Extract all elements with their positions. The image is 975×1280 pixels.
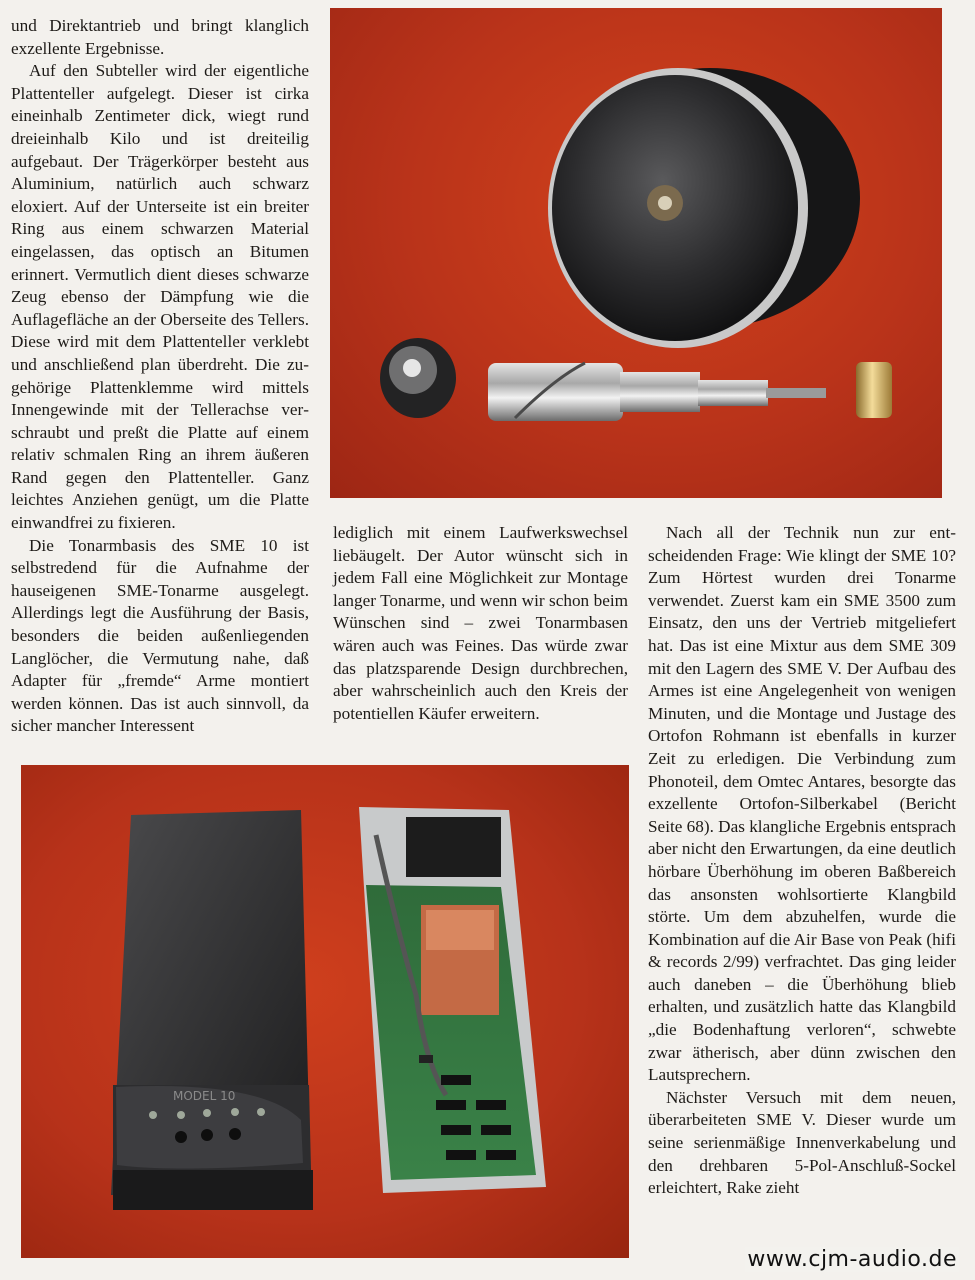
paragraph: lediglich mit einem Laufwerkswechsel liebäugelt. Der Autor wünscht sich in jedem Fall eine Möglichkeit zur Montage langer Tonarme, und wenn wir schon beim Wünschen sind – zwei Tonarmbasen wären auch was Feines. Das würde zwar das platzsparende Design durchbrechen, aber wahrscheinlich auch den Kreis der potentiellen Käufer erweitern. — [333, 523, 628, 723]
article-column-middle — [333, 522, 628, 725]
paragraph: Die Tonarmbasis des SME 10 ist selbstredend für die Aufnahme der hauseigenen SME-Tonarme ausgelegt. Allerdings legt die Ausführung der Basis, besonders die beiden außenliegenden Langlöcher, die Vermutung nahe, daß Adapter für „fremde“ Arme montiert werden können. Das ist auch sinnvoll, da sicher mancher Interessent — [11, 535, 309, 736]
paragraph: Nach all der Technik nun zur entscheidenden Frage: Wie klingt der SME 10? Zum Hörtest wurden drei Tonarme verwendet. Zuerst kam ein SME 3500 zum Einsatz, den uns der Vertrieb mitgeliefert hat. Das ist eine Mixtur aus dem SME 309 mit den Lagern des SME V. Der Aufbau des Armes ist eine Angelegenheit von wenigen Minuten, und die Montage und Justage des Ortofon Rohmann ist ebenfalls in kurzer Zeit zu erledigen. Die Verbindung zum Phonoteil, dem Omtec Antares, besorgte das exzellente Ortofon-Silberkabel (Bericht Seite 68). Das klangliche Ergebnis entsprach aber nicht den Erwartungen, da eine deutlich hörbare Überhöhung im oberen Baßbereich das ansonsten wohlsortierte Klangbild störte. Um dem abzuhelfen, wurde die Kombination auf die Air Base von Peak (hifi & records 2/99) verfrachtet. Das ging leider auch daneben – die Überhöhung blieb erhalten, und zusätzlich hatte das Klangbild „die Bodenhaftung verloren“, schwebte zwar ätherisch, aber dünn zwischen den Lautsprechern. — [648, 523, 957, 1085]
article-column-right — [648, 522, 956, 1200]
paragraph: und Direktantrieb und bringt klanglich exzellente Ergebnisse. — [11, 16, 309, 58]
platter-parts-photo — [330, 8, 942, 498]
power-supply-model-label: MODEL 10 — [173, 1089, 236, 1103]
watermark: www.cjm-audio.de — [747, 1247, 957, 1272]
power-supply-photo — [21, 765, 629, 1258]
paragraph: Auf den Subteller wird der eigentliche Plattenteller aufgelegt. Dieser ist cirka eineinhalb Zentimeter dick, wiegt rund dreieinhalb Kilo und ist dreiteilig aufgebaut. Der Trägerkörper besteht aus Aluminium, natürlich auch schwarz eloxiert. Auf der Unterseite ist ein breiter Ring aus einem schwarzen Material eingelassen, das optisch an Bitumen erinnert. Vermutlich dient dieses schwarze Zeug ebenso der Dämpfung wie die Auflagefläche an der Oberseite des Tellers. Diese wird mit dem Plattenteller verklebt und anschließend plan überdreht. Die zugehörige Plattenklemme wird mittels Innengewinde mit der Tellerachse verschraubt und preßt die Platte auf einem relativ schmalen Ring an ihrem äußeren Rand gegen den Plattenteller. Ganz leichtes Anziehen genügt, um die Platte einwandfrei zu fixieren. — [11, 61, 309, 533]
paragraph: Nächster Versuch mit dem neuen, überarbeiteten SME V. Dieser wurde um seine serienmäßige Innenverkabelung und den drehbaren 5-Pol-Anschluß-Sockel erleichtert, Rake zieht — [648, 1087, 956, 1198]
article-column-left — [11, 15, 309, 738]
